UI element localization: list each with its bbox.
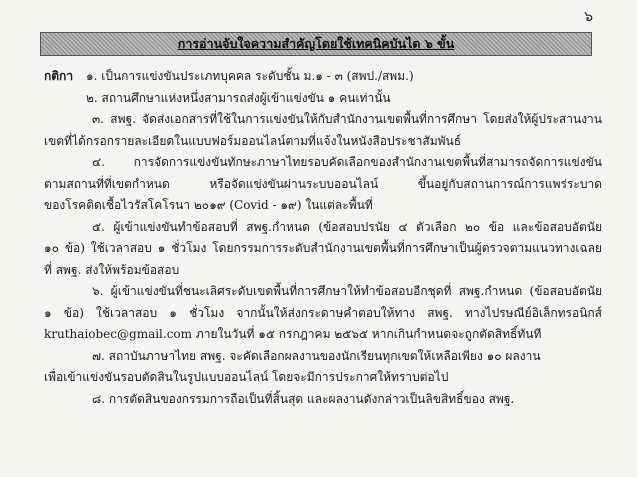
rule-line-7: ๗. สถาบันภาษาไทย สพฐ. จะคัดเลือกผลงานของนักเรียนทุกเขตให้เหลือเพียง ๑๐ ผลงาน [92,348,541,363]
rule-line-6-cont-2: kruthaiobec@gmail.com ภายในวันที่ ๑๕ กรกฎาคม ๒๕๖๕ หากเกินกำหนดจะถูกตัดสิทธิ์ทันที [44,327,542,341]
rules-section [44,66,602,410]
rule-line-5-cont-2: ที่ สพฐ. ส่งให้พร้อมข้อสอบ [44,262,180,277]
rule-line-8: ๘. การตัดสินของกรรมการถือเป็นที่สิ้นสุด และผลงานดังกล่าวเป็นลิขสิทธิ์ของ สพฐ. [92,391,515,406]
rule-1-text: ๑. เป็นการแข่งขันประเภทบุคคล ระดับชั้น ม.๑ - ๓ (สพป./สพม.) [86,69,414,83]
section-title: การอ่านจับใจความสำคัญโดยใช้เทคนิคบันได ๖ ขั้น [177,36,455,51]
rule-line-6-cont-1: ๑ ข้อ) ใช้เวลาสอบ ๑ ชั่วโมง จากนั้นให้ส่งกระดาษคำตอบให้ทาง สพฐ. ทางไปรษณีย์อิเล็กทรอนิกส์ [44,305,602,320]
rule-line-3-cont: เขตที่ได้กรอกรายละเอียดในแบบฟอร์มออนไลน์ตามที่แจ้งในหนังสือประชาสัมพันธ์ [44,133,462,148]
rule-line-5: ๕. ผู้เข้าแข่งขันทำข้อสอบที่ สพฐ.กำหนด (ข้อสอบปรนัย ๔ ตัวเลือก ๒๐ ข้อ และข้อสอบอัตนัย [92,219,602,234]
rule-line-4-cont-1: ตามสถานที่ที่เขตกำหนด หรือจัดแข่งขันผ่านระบบออนไลน์ ขึ้นอยู่กับสถานการณ์การแพร่ระบาด [44,176,602,191]
rule-line-1 [44,66,602,88]
rule-line-4: ๔. การจัดการแข่งขันทักษะภาษาไทยรอบคัดเลือกของสำนักงานเขตพื้นที่สามารถจัดการแข่งขัน [92,155,602,169]
page-number: ๖ [584,9,593,25]
rule-line-6: ๖. ผู้เข้าแข่งขันที่ชนะเลิศระดับเขตพื้นที่การศึกษาให้ทำข้อสอบอีกชุดที่ สพฐ.กำหนด (ข้อสอบอัตนัย [92,284,602,298]
section-title-bar [40,32,592,56]
rule-line-5-cont-1: ๑๐ ข้อ) ใช้เวลาสอบ ๑ ชั่วโมง โดยกรรมการระดับสำนักงานเขตพื้นที่การศึกษาเป็นผู้ตรวจตามแนวทางเฉลย [44,241,602,255]
rule-line-7-cont: เพื่อเข้าแข่งขันรอบตัดสินในรูปแบบออนไลน์ โดยจะมีการประกาศให้ทราบต่อไป [44,370,449,384]
rule-line-4-cont-2: ของโรคติดเชื้อไวรัสโคโรนา ๒๐๑๙ (Covid - ๑๙) ในแต่ละพื้นที่ [44,198,373,212]
rules-label: กติกา [44,69,74,83]
rule-line-3: ๓. สพฐ. จัดส่งเอกสารที่ใช้ในการแข่งขันให้กับสำนักงานเขตพื้นที่การศึกษา โดยส่งให้ผู้ประสานงาน [92,112,602,126]
rule-line-2: ๒. สถานศึกษาแห่งหนึ่งสามารถส่งผู้เข้าแข่งขัน ๑ คนเท่านั้น [86,90,391,105]
